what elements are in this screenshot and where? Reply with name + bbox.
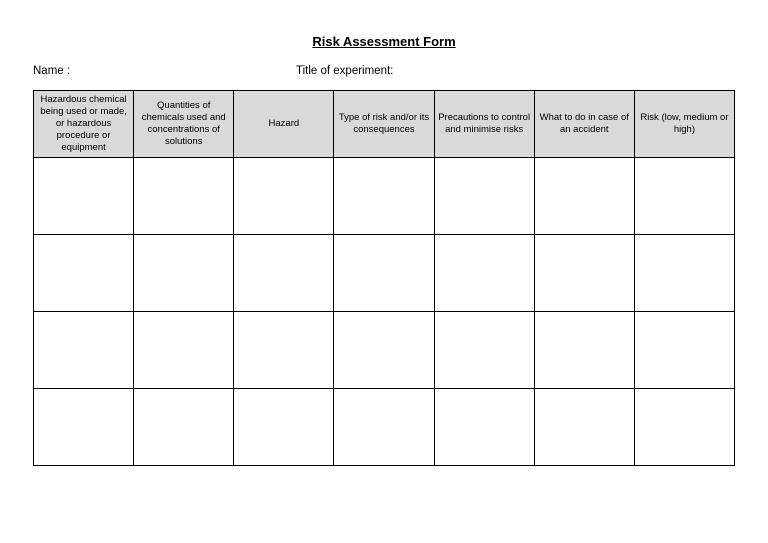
table-cell (534, 389, 634, 466)
header-precautions: Precautions to control and minimise risks (434, 91, 534, 158)
table-row (34, 312, 735, 389)
table-cell (534, 235, 634, 312)
table-cell (334, 235, 434, 312)
header-hazardous-chemical: Hazardous chemical being used or made, or hazardous procedure or equipment (34, 91, 134, 158)
table-cell (234, 389, 334, 466)
table-row (34, 235, 735, 312)
table-row (34, 158, 735, 235)
table-cell (134, 235, 234, 312)
table-cell (634, 312, 734, 389)
name-label: Name : (33, 65, 71, 77)
table-cell (534, 312, 634, 389)
header-type-of-risk: Type of risk and/or its consequences (334, 91, 434, 158)
table-cell (434, 235, 534, 312)
table-cell (34, 389, 134, 466)
table-cell (34, 235, 134, 312)
table-cell (34, 312, 134, 389)
table-cell (334, 389, 434, 466)
table-cell (234, 235, 334, 312)
table-cell (134, 389, 234, 466)
header-accident-response: What to do in case of an accident (534, 91, 634, 158)
experiment-title-label: Title of experiment: (296, 65, 394, 77)
table-cell (434, 389, 534, 466)
table-cell (134, 312, 234, 389)
header-hazard: Hazard (234, 91, 334, 158)
table-cell (434, 158, 534, 235)
form-title: Risk Assessment Form (312, 34, 456, 49)
table-row (34, 389, 735, 466)
table-cell (134, 158, 234, 235)
risk-assessment-table (33, 90, 735, 466)
table-cell (534, 158, 634, 235)
table-cell (334, 158, 434, 235)
header-row (34, 91, 735, 158)
table-cell (234, 312, 334, 389)
table-cell (34, 158, 134, 235)
table-cell (634, 389, 734, 466)
table-cell (434, 312, 534, 389)
table-cell (634, 158, 734, 235)
table-cell (634, 235, 734, 312)
table-cell (234, 158, 334, 235)
table-cell (334, 312, 434, 389)
header-quantities: Quantities of chemicals used and concentrations of solutions (134, 91, 234, 158)
header-risk-level: Risk (low, medium or high) (634, 91, 734, 158)
